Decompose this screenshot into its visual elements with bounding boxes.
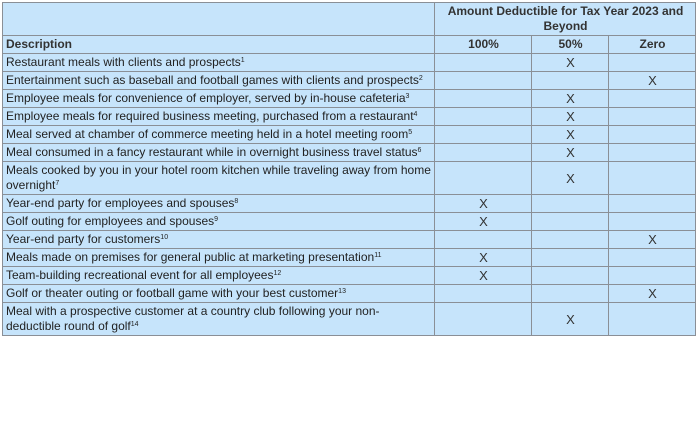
group-header: Amount Deductible for Tax Year 2023 and Beyond [435, 3, 696, 36]
mark-100-percent [435, 54, 532, 72]
mark-100-percent [435, 162, 532, 195]
table-body [3, 54, 696, 336]
mark-50-percent: X [532, 90, 609, 108]
row-description-text: Meal with a prospective customer at a country club following your non-deductible round of golf [6, 304, 380, 333]
mark-zero [609, 90, 696, 108]
table-row [3, 54, 696, 72]
table-row [3, 285, 696, 303]
deductibility-table [2, 2, 696, 336]
mark-zero [609, 195, 696, 213]
header-zero: Zero [609, 36, 696, 54]
row-description-text: Year-end party for customers [6, 232, 161, 246]
footnote-marker: 12 [273, 270, 282, 277]
footnote-marker: 8 [234, 198, 239, 205]
mark-zero [609, 144, 696, 162]
row-description-text: Employee meals for required business meeting, purchased from a restaurant [6, 109, 414, 123]
table-row [3, 108, 696, 126]
footnote-marker: 11 [374, 252, 382, 259]
table-row [3, 195, 696, 213]
row-description [3, 303, 435, 336]
table-row [3, 303, 696, 336]
mark-50-percent [532, 267, 609, 285]
mark-100-percent [435, 108, 532, 126]
footnote-marker: 1 [240, 57, 245, 64]
footnote-marker: 14 [130, 321, 139, 328]
mark-100-percent [435, 72, 532, 90]
row-description [3, 249, 435, 267]
row-description-text: Meals cooked by you in your hotel room kitchen while traveling away from home overnight [6, 163, 431, 192]
footnote-marker: 3 [405, 93, 410, 100]
mark-50-percent [532, 72, 609, 90]
row-description [3, 162, 435, 195]
mark-50-percent: X [532, 54, 609, 72]
mark-zero [609, 54, 696, 72]
mark-100-percent: X [435, 213, 532, 231]
table-row [3, 90, 696, 108]
row-description [3, 126, 435, 144]
blank-header-cell [3, 3, 435, 36]
row-description-text: Employee meals for convenience of employer, served by in-house cafeteria [6, 91, 406, 105]
row-description-text: Team-building recreational event for all employees [6, 268, 274, 282]
footnote-marker: 2 [418, 75, 423, 82]
mark-100-percent [435, 285, 532, 303]
row-description-text: Meal consumed in a fancy restaurant while in overnight business travel status [6, 145, 418, 159]
row-description [3, 144, 435, 162]
mark-100-percent: X [435, 267, 532, 285]
mark-100-percent: X [435, 195, 532, 213]
row-description [3, 54, 435, 72]
row-description [3, 267, 435, 285]
footnote-marker: 13 [338, 288, 346, 295]
footnote-marker: 10 [160, 234, 169, 241]
mark-zero [609, 108, 696, 126]
row-description [3, 285, 435, 303]
footnote-marker: 4 [413, 111, 418, 118]
table-row [3, 144, 696, 162]
row-description-text: Golf or theater outing or football game with your best customer [6, 286, 339, 300]
table-row [3, 267, 696, 285]
mark-50-percent: X [532, 144, 609, 162]
mark-zero [609, 126, 696, 144]
mark-50-percent: X [532, 126, 609, 144]
table-row [3, 249, 696, 267]
row-description-text: Restaurant meals with clients and prospects [6, 55, 241, 69]
mark-zero [609, 249, 696, 267]
mark-zero [609, 213, 696, 231]
footnote-marker: 9 [214, 216, 219, 223]
row-description-text: Entertainment such as baseball and football games with clients and prospects [6, 73, 419, 87]
mark-100-percent [435, 144, 532, 162]
table-row [3, 126, 696, 144]
mark-zero [609, 162, 696, 195]
mark-100-percent [435, 303, 532, 336]
description-header: Description [3, 36, 435, 54]
header-100-percent: 100% [435, 36, 532, 54]
row-description-text: Golf outing for employees and spouses [6, 214, 215, 228]
mark-50-percent [532, 249, 609, 267]
mark-zero: X [609, 72, 696, 90]
table-row [3, 213, 696, 231]
row-description [3, 195, 435, 213]
mark-100-percent [435, 126, 532, 144]
mark-100-percent: X [435, 249, 532, 267]
row-description [3, 72, 435, 90]
row-description-text: Year-end party for employees and spouses [6, 196, 235, 210]
row-description-text: Meals made on premises for general public at marketing presentation [6, 250, 375, 264]
header-50-percent: 50% [532, 36, 609, 54]
mark-50-percent [532, 231, 609, 249]
group-header-row [3, 3, 696, 36]
mark-50-percent [532, 195, 609, 213]
footnote-marker: 7 [55, 180, 60, 187]
mark-50-percent [532, 285, 609, 303]
column-header-row [3, 36, 696, 54]
mark-50-percent: X [532, 162, 609, 195]
mark-zero [609, 267, 696, 285]
mark-zero: X [609, 285, 696, 303]
row-description [3, 231, 435, 249]
mark-zero [609, 303, 696, 336]
mark-50-percent: X [532, 108, 609, 126]
mark-50-percent: X [532, 303, 609, 336]
mark-100-percent [435, 231, 532, 249]
table-row [3, 162, 696, 195]
table-row [3, 72, 696, 90]
mark-100-percent [435, 90, 532, 108]
row-description [3, 90, 435, 108]
footnote-marker: 6 [417, 147, 422, 154]
mark-zero: X [609, 231, 696, 249]
row-description [3, 213, 435, 231]
footnote-marker: 5 [408, 129, 413, 136]
row-description [3, 108, 435, 126]
table-row [3, 231, 696, 249]
mark-50-percent [532, 213, 609, 231]
row-description-text: Meal served at chamber of commerce meeting held in a hotel meeting room [6, 127, 409, 141]
